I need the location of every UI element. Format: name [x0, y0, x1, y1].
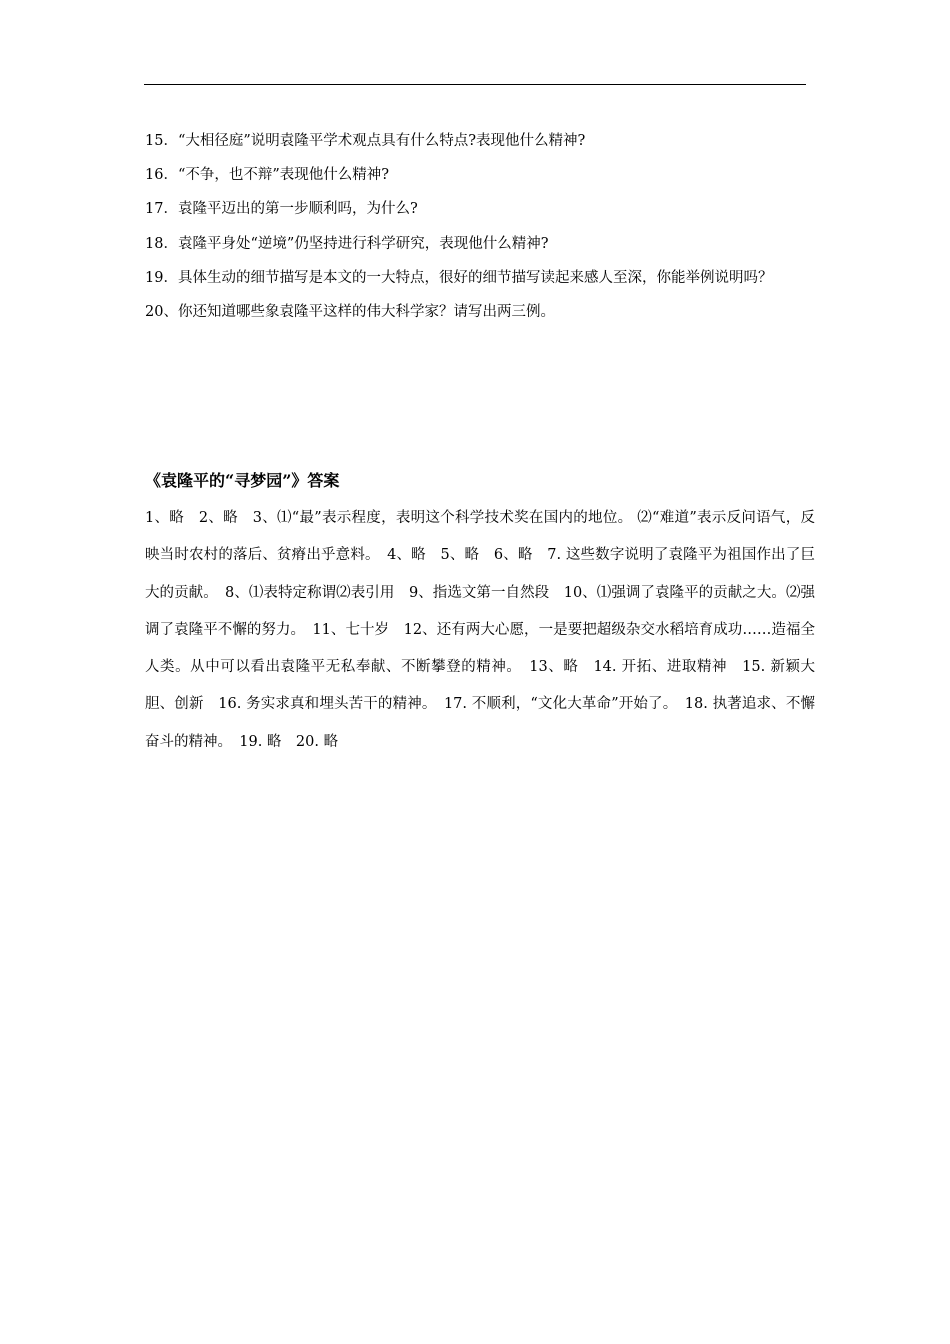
answers-body: 1、略 2、略 3、⑴“最”表示程度，表明这个科学技术奖在国内的地位。 ⑵“难道”表示反问语气，反映当时农村的落后、贫瘠出乎意料。 4、略 5、略 6、略 7. 这些数字说明了袁隆平为祖国作出了巨大的贡献。 8、⑴表特定称谓⑵表引用 9、指选文第一自然段 10、⑴强调了袁隆平的贡献之大。⑵强调了袁隆平不懈的努力。 11、七十岁 12、还有两大心愿，一是要把超级杂交水稻培育成功……造福全人类。从中可以看出袁隆平无私奉献、不断攀登的精神。 13、略 14. 开拓、进取精神 15. 新颖大胆、创新 16. 务实求真和埋头苦干的精神。 17. 不顺利，“文化大革命”开始了。 18. 执著追求、不懈奋斗的精神。 19. 略 20. 略 [145, 510, 815, 750]
question-16: 16．“不争，也不辩”表现他什么精神? [145, 167, 390, 184]
answers-title: 《袁隆平的“寻梦园”》答案 [145, 471, 340, 490]
question-19: 19．具体生动的细节描写是本文的一大特点，很好的细节描写读起来感人至深，你能举例说明吗？ [145, 269, 773, 286]
question-20: 20、你还知道哪些象袁隆平这样的伟大科学家？请写出两三例。 [145, 304, 555, 321]
question-17: 17．袁隆平迈出的第一步顺利吗，为什么? [145, 201, 418, 218]
question-15: 15．“大相径庭”说明袁隆平学术观点具有什么特点?表现他什么精神? [145, 133, 586, 149]
question-18: 18．袁隆平身处“逆境”仍坚持进行科学研究，表现他什么精神? [145, 235, 549, 252]
question-list [145, 124, 813, 329]
header-rule [144, 84, 806, 85]
